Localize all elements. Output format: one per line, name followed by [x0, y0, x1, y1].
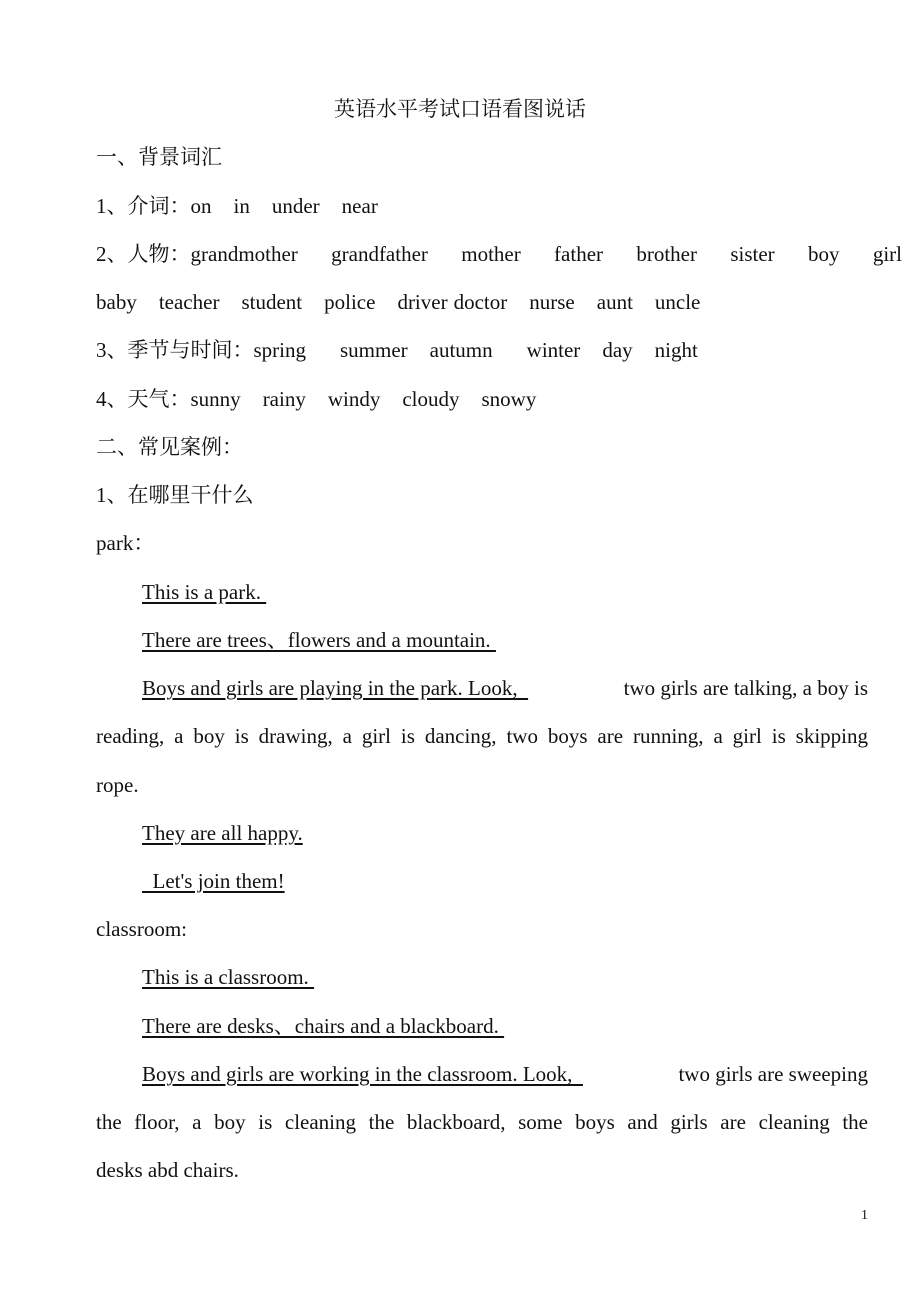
word: summer — [340, 338, 408, 362]
word: grandfather — [331, 242, 428, 266]
word: driver — [397, 290, 448, 314]
section2-heading: 二、常见案例： — [96, 435, 243, 459]
classroom-sentence-3-rest: two girls are sweeping — [673, 1062, 868, 1086]
weather-label: 4、天气： — [96, 387, 191, 411]
park-sentence-3-rest: two girls are talking, a boy is — [618, 676, 868, 700]
classroom-sentence-3 — [142, 1059, 868, 1089]
classroom-sentence-1: This is a classroom. — [142, 965, 315, 989]
classroom-sentence-2: There are desks、chairs and a blackboard. — [142, 1014, 505, 1038]
word: mother — [461, 242, 521, 266]
word: sunny — [190, 387, 241, 411]
word: sister — [730, 242, 775, 266]
word: on — [190, 194, 212, 218]
word: cloudy — [402, 387, 460, 411]
seasons-line — [96, 335, 868, 365]
word: teacher — [158, 290, 220, 314]
park-label: park： — [96, 531, 155, 555]
park-sentence-3-line-3: rope. — [96, 773, 139, 797]
word: in — [233, 194, 250, 218]
word: under — [271, 194, 320, 218]
classroom-sentence-3-underlined: Boys and girls are working in the classroom. Look, — [142, 1062, 583, 1086]
park-sentence-3-line-2: reading, a boy is drawing, a girl is dancing, two boys are running, a girl is skipping — [96, 724, 868, 748]
classroom-label: classroom: — [96, 917, 187, 941]
word: grandmother — [190, 242, 298, 266]
page-title: 英语水平考试口语看图说话 — [334, 97, 586, 121]
case1-heading: 1、在哪里干什么 — [96, 483, 254, 507]
word: brother — [636, 242, 697, 266]
park-sentence-5: Let's join them! — [142, 869, 285, 893]
word: student — [241, 290, 303, 314]
word: night — [654, 338, 698, 362]
word: autumn — [429, 338, 493, 362]
word: doctor — [453, 290, 508, 314]
park-sentence-3 — [142, 673, 868, 703]
word: nurse — [529, 290, 575, 314]
people-label: 2、人物： — [96, 242, 191, 266]
word: rainy — [262, 387, 306, 411]
people-line-2 — [96, 287, 868, 317]
word: boy — [807, 242, 840, 266]
prepositions-line — [96, 191, 868, 221]
word: winter — [526, 338, 581, 362]
word: day — [602, 338, 633, 362]
word: near — [341, 194, 378, 218]
people-line-1 — [96, 239, 902, 269]
word: snowy — [481, 387, 537, 411]
word: windy — [327, 387, 381, 411]
park-sentence-4: They are all happy. — [142, 821, 303, 845]
weather-line — [96, 384, 868, 414]
word: uncle — [654, 290, 701, 314]
word: father — [554, 242, 604, 266]
word: baby — [96, 290, 137, 314]
word: aunt — [596, 290, 633, 314]
word: police — [324, 290, 376, 314]
word: girl — [872, 242, 902, 266]
page-number: 1 — [861, 1208, 868, 1223]
seasons-label: 3、季节与时间： — [96, 338, 254, 362]
park-sentence-2: There are trees、flowers and a mountain. — [142, 628, 496, 652]
classroom-sentence-3-line-2: the floor, a boy is cleaning the blackboard, some boys and girls are cleaning the — [96, 1110, 868, 1134]
word: spring — [253, 338, 306, 362]
prepositions-label: 1、介词： — [96, 194, 191, 218]
classroom-sentence-3-line-3: desks abd chairs. — [96, 1158, 239, 1182]
park-sentence-1: This is a park. — [142, 580, 267, 604]
section1-heading: 一、背景词汇 — [96, 145, 222, 169]
park-sentence-3-underlined: Boys and girls are playing in the park. Look, — [142, 676, 529, 700]
